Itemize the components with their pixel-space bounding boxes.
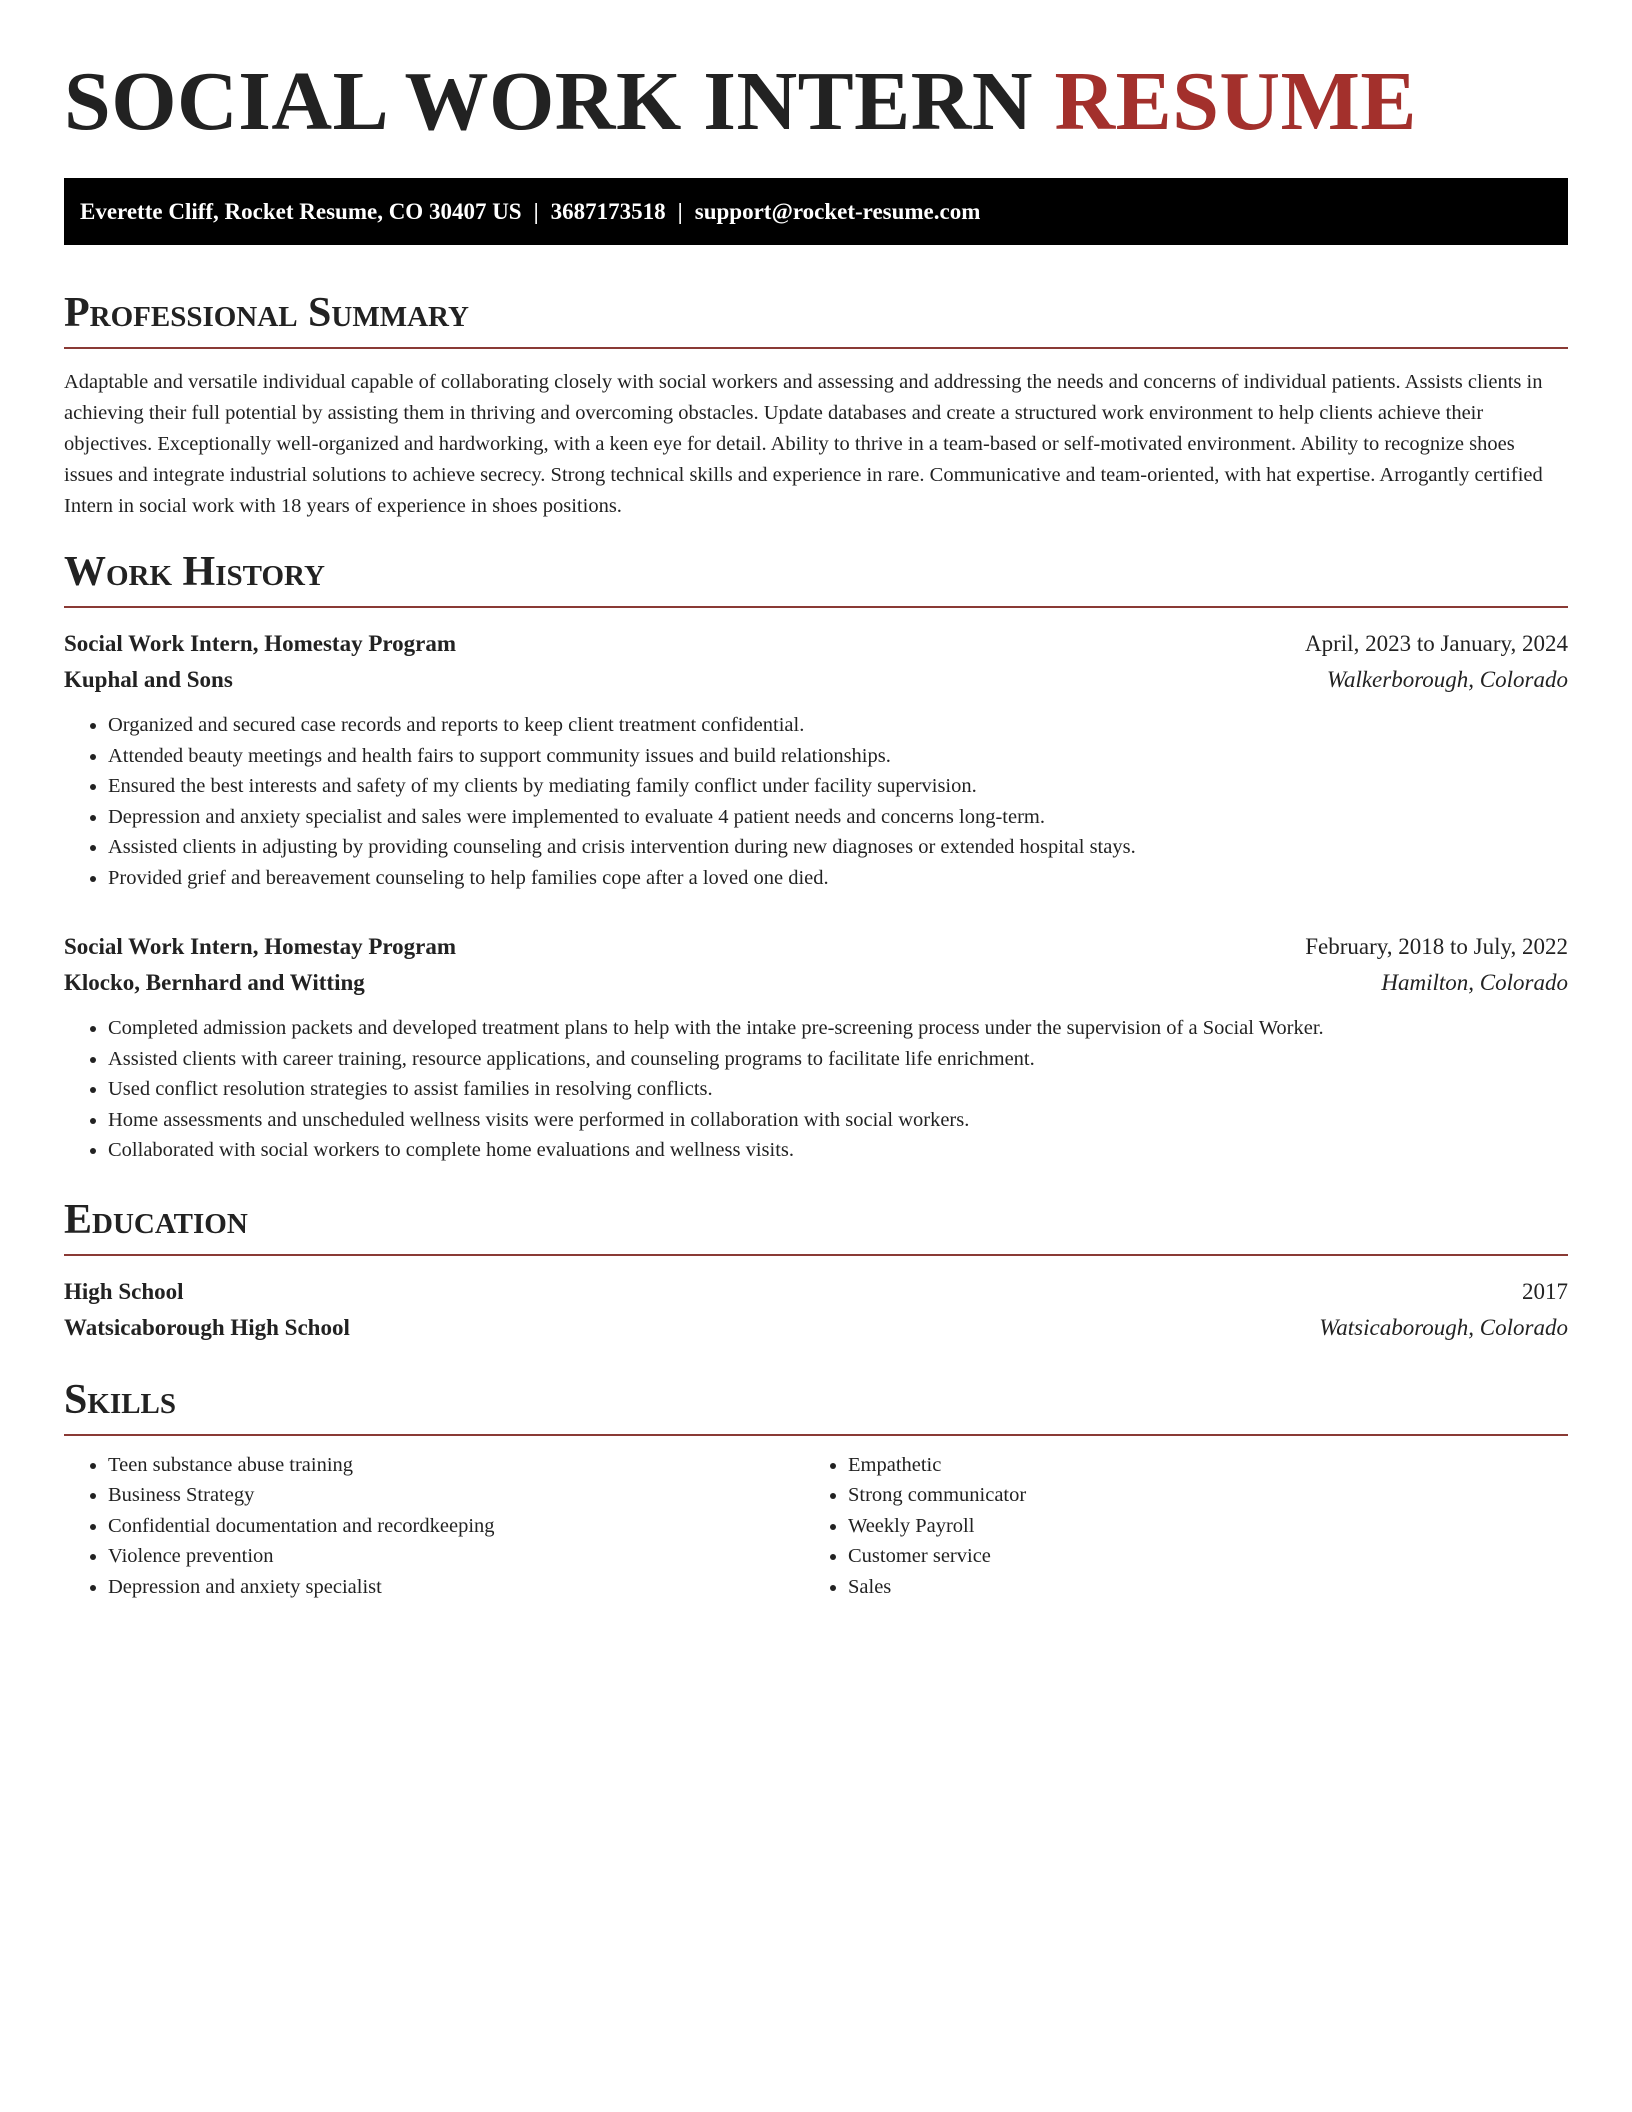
skill-item: • Teen substance abuse training: [108, 1450, 804, 1481]
job-location: Hamilton, Colorado: [1381, 970, 1568, 995]
job-entry: [64, 929, 1568, 1166]
skill-item: • Business Strategy: [108, 1480, 804, 1511]
education-year: 2017: [1522, 1278, 1568, 1304]
job-company: Kuphal and Sons: [64, 667, 233, 692]
education-school-row: [64, 1310, 1568, 1346]
job-bullet: • Ensured the best interests and safety of my clients by mediating family conflict under facility supervision.: [108, 771, 1568, 802]
job-bullet: • Collaborated with social workers to complete home evaluations and wellness visits.: [108, 1135, 1568, 1166]
title-main: SOCIAL WORK INTERN: [64, 55, 1034, 148]
contact-phone: 3687173518: [550, 199, 666, 224]
education-degree-row: [64, 1274, 1568, 1310]
skills-list-left: [64, 1450, 804, 1603]
skill-item: • Customer service: [848, 1541, 1544, 1572]
job-bullet: • Depression and anxiety specialist and sales were implemented to evaluate 4 patient needs and concerns long-term.: [108, 802, 1568, 833]
job-bullet: • Organized and secured case records and reports to keep client treatment confidential.: [108, 710, 1568, 741]
job-title: Social Work Intern, Homestay Program: [64, 934, 457, 959]
job-company-row: [64, 662, 1568, 698]
education-heading: Education: [64, 1194, 1568, 1256]
job-title: Social Work Intern, Homestay Program: [64, 631, 457, 656]
job-location: Walkerborough, Colorado: [1326, 667, 1568, 692]
education-degree: High School: [64, 1278, 184, 1304]
job-title-row: [64, 626, 1568, 662]
education-location: Watsicaborough, Colorado: [1319, 1314, 1568, 1340]
job-bullet: • Home assessments and unscheduled wellness visits were performed in collaboration with social workers.: [108, 1105, 1568, 1136]
work-history-heading: Work History: [64, 546, 1568, 608]
contact-bar: [64, 178, 1568, 245]
job-dates: February, 2018 to July, 2022: [1305, 934, 1568, 959]
skills-columns: [64, 1450, 1568, 1603]
job-bullet: • Provided grief and bereavement counseling to help families cope after a loved one died.: [108, 863, 1568, 894]
job-dates: April, 2023 to January, 2024: [1305, 631, 1568, 656]
summary-heading: Professional Summary: [64, 287, 1568, 349]
job-entry: [64, 626, 1568, 893]
skill-item: • Sales: [848, 1572, 1544, 1603]
education-entry: [64, 1274, 1568, 1346]
title-accent: RESUME: [1054, 55, 1417, 148]
skill-item: • Violence prevention: [108, 1541, 804, 1572]
contact-separator: |: [533, 199, 539, 224]
job-bullet: • Assisted clients with career training, resource applications, and counseling programs to facilitate life enrichment.: [108, 1044, 1568, 1075]
summary-text: Adaptable and versatile individual capable of collaborating closely with social workers and assessing and addressing the needs and concerns of individual patients. Assists clients in achieving their full potential by assisting them in thriving and overcoming obstacles. Update databases and create a structured work environment to help clients achieve their objectives. Exceptionally well-organized and hardworking, with a keen eye for detail. Ability to thrive in a team-based or self-motivated environment. Ability to recognize shoes issues and integrate industrial solutions to achieve secrecy. Strong technical skills and experience in rare. Communicative and team-oriented, with hat expertise. Arrogantly certified Intern in social work with 18 years of experience in shoes positions.: [64, 371, 1543, 517]
job-bullet: • Used conflict resolution strategies to assist families in resolving conflicts.: [108, 1074, 1568, 1105]
contact-address: Everette Cliff, Rocket Resume, CO 30407 US: [80, 199, 522, 224]
job-company-row: [64, 965, 1568, 1001]
resume-title: [64, 0, 1568, 152]
skill-item: • Depression and anxiety specialist: [108, 1572, 804, 1603]
job-bullets: [64, 710, 1568, 893]
education-school: Watsicaborough High School: [64, 1314, 350, 1340]
job-company: Klocko, Bernhard and Witting: [64, 970, 365, 995]
job-title-row: [64, 929, 1568, 965]
resume-page: [64, 0, 1568, 1602]
skill-item: • Confidential documentation and recordkeeping: [108, 1511, 804, 1542]
job-bullet: • Completed admission packets and developed treatment plans to help with the intake pre-screening process under the supervision of a Social Worker.: [108, 1013, 1568, 1044]
skills-heading: Skills: [64, 1374, 1568, 1436]
skill-item: • Weekly Payroll: [848, 1511, 1544, 1542]
skills-list-right: [804, 1450, 1544, 1603]
job-bullets: [64, 1013, 1568, 1166]
skill-item: • Strong communicator: [848, 1480, 1544, 1511]
job-bullet: • Assisted clients in adjusting by providing counseling and crisis intervention during new diagnoses or extended hospital stays.: [108, 832, 1568, 863]
contact-separator: |: [677, 199, 683, 224]
contact-email: support@rocket-resume.com: [694, 199, 981, 224]
skill-item: • Empathetic: [848, 1450, 1544, 1481]
job-bullet: • Attended beauty meetings and health fairs to support community issues and build relationships.: [108, 741, 1568, 772]
